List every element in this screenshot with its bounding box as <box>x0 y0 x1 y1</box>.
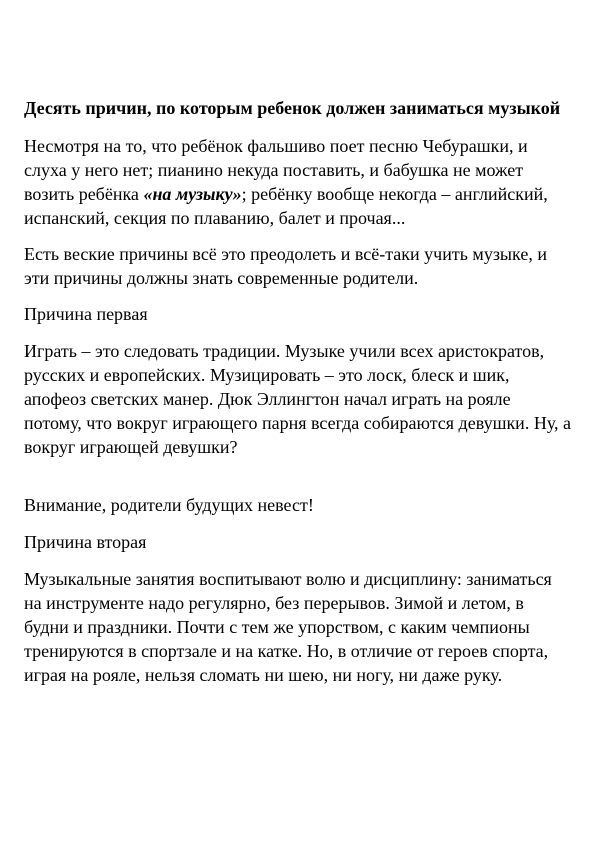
attention-line: Внимание, родители будущих невест! <box>24 495 314 515</box>
intro-paragraph <box>24 134 572 230</box>
reason-1-heading: Причина первая <box>24 304 148 324</box>
intro-text-part2: ; ребёнку вообще некогда – английский, испанский, секция по плаванию, балет и прочая... <box>24 184 548 228</box>
empty-line <box>24 471 572 493</box>
intro-text-part1: Несмотря на то, что ребёнок фальшиво поет песню Чебурашки, и слуха у него нет; пианино некуда поставить, и бабушка не может возить ребёнка <box>24 136 528 204</box>
reason-2-heading: Причина вторая <box>24 532 147 552</box>
document-body <box>24 95 572 699</box>
reason-2-text: Музыкальные занятия воспитывают волю и дисциплину: заниматься на инструменте надо регулярно, без перерывов. Зимой и летом, в будни и праздники. Почти с тем же упорством, с каким чемпионы тренируются в спортзале и на катке. Но, в отличие от героев спорта, играя на рояле, нельзя сломать ни шею, ни ногу, ни даже руку. <box>24 569 552 685</box>
intro-emphasis: «на музыку» <box>143 184 242 204</box>
paragraph-reasons-intro: Есть веские причины всё это преодолеть и всё-таки учить музыке, и эти причины должны знать современные родители. <box>24 244 547 288</box>
document-title: Десять причин, по которым ребенок должен заниматься музыкой <box>24 98 561 118</box>
reason-1-text: Играть – это следовать традиции. Музыке учили всех аристократов, русских и европейских. Музицировать – это лоск, блеск и шик, апофеоз светских манер. Дюк Эллингтон начал играть на рояле потому, что вокруг играющего парня всегда собираются девушки. Ну, а вокруг играющей девушки? <box>24 341 572 457</box>
